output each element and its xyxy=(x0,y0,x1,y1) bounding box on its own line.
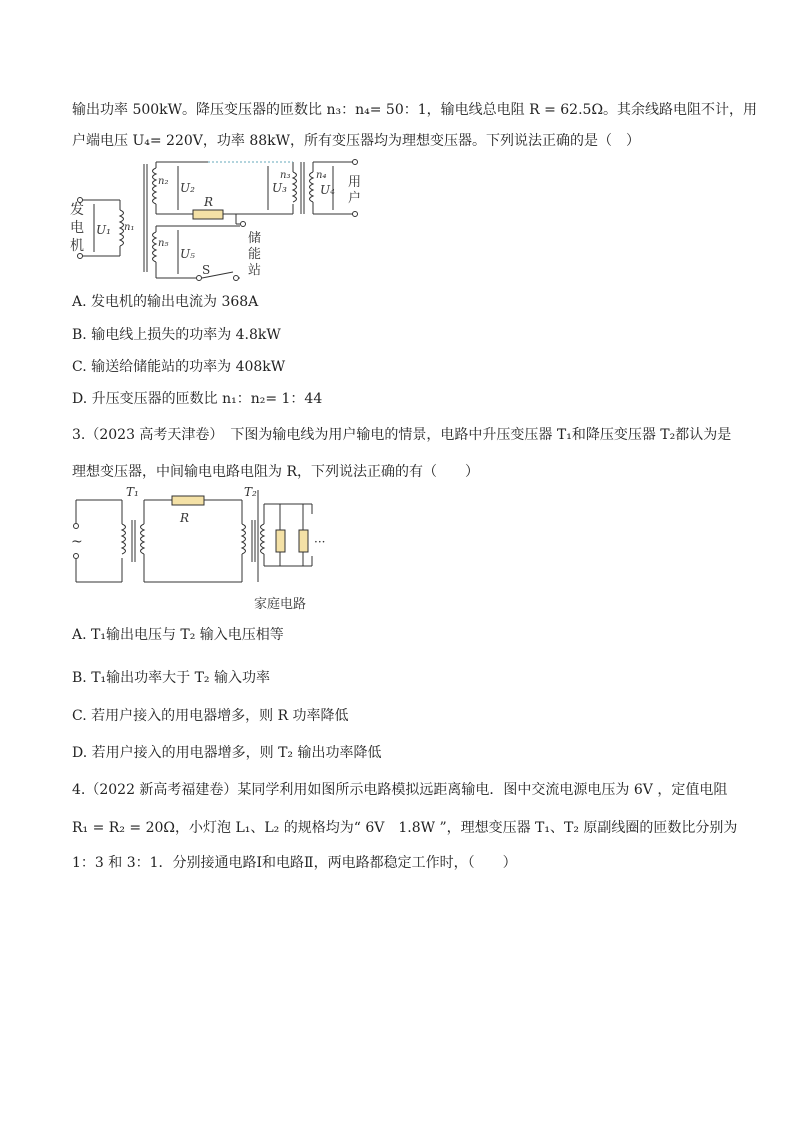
q2-text-line-2: 户端电压 U₄= 220V，功率 88kW，所有变压器均为理想变压器。下列说法正确的是（ ） xyxy=(72,133,641,149)
label-U2: U₂ xyxy=(180,181,195,195)
q3-option-d: D. 若用户接入的用电器增多，则 T₂ 输出功率降低 xyxy=(72,745,382,761)
user-label-1: 用 xyxy=(348,175,362,190)
q3-text-line-2: 理想变压器，中间输电电路电阻为 R，下列说法正确的有（ ） xyxy=(72,464,479,480)
label-n4: n₄ xyxy=(316,170,327,181)
q2-option-b: B. 输电线上损失的功率为 4.8kW xyxy=(72,327,281,343)
user-label-2: 户 xyxy=(348,191,362,206)
q2-option-a: A. 发电机的输出电流为 368A xyxy=(72,294,259,310)
q2-circuit-figure xyxy=(68,154,368,284)
q4-text-line-1: 4.（2022 新高考福建卷）某同学利用如图所示电路模拟远距离输电．图中交流电源电压为 6V ，定值电阻 xyxy=(72,782,728,798)
label-n5: n₅ xyxy=(158,238,169,249)
q2-option-c: C. 输送给储能站的功率为 408kW xyxy=(72,359,286,375)
q3-option-a: A. T₁输出电压与 T₂ 输入电压相等 xyxy=(72,627,284,643)
ac-source-symbol: ~ xyxy=(71,534,83,550)
q2-option-d: D. 升压变压器的匝数比 n₁：n₂= 1：44 xyxy=(72,391,323,407)
generator-label-2: 电 xyxy=(70,220,84,236)
q4-text-line-2: R₁ = R₂ = 20Ω，小灯泡 L₁、L₂ 的规格均为“ 6V 1.8W ”，理想变压器 T₁、T₂ 原副线圈的匝数比分别为 xyxy=(72,820,738,836)
label-U5: U₅ xyxy=(180,247,195,261)
q3-circuit-figure xyxy=(66,486,366,614)
q3-option-c: C. 若用户接入的用电器增多，则 R 功率降低 xyxy=(72,708,349,724)
storage-label-2: 能 xyxy=(248,247,262,262)
more-loads-dots: ··· xyxy=(314,535,326,549)
generator-label-3: 机 xyxy=(70,238,84,254)
q2-text-line-1: 输出功率 500kW。降压变压器的匝数比 n₃：n₄= 50：1，输电线总电阻 R = 62.5Ω。其余线路电阻不计，用 xyxy=(72,102,758,118)
home-circuit-label: 家庭电路 xyxy=(254,597,307,612)
label-T2: T₂ xyxy=(244,486,257,499)
q3-text-line-1: 3.（2023 高考天津卷） 下图为输电线为用户输电的情景，电路中升压变压器 T₁和降压变压器 T₂都认为是 xyxy=(72,427,732,443)
label-T1: T₁ xyxy=(126,486,139,499)
storage-label-3: 站 xyxy=(248,263,262,278)
label-n1: n₁ xyxy=(124,222,135,233)
generator-label-1: 发 xyxy=(70,202,84,218)
label-U3: U₃ xyxy=(272,181,287,195)
storage-label-1: 储 xyxy=(248,231,262,246)
label-R: R xyxy=(204,195,214,209)
label-R-q3: R xyxy=(180,511,190,525)
label-S: S xyxy=(202,263,211,277)
label-n2: n₂ xyxy=(158,176,169,187)
label-U1: U₁ xyxy=(96,223,111,237)
q4-text-line-3: 1：3 和 3：1．分别接通电路Ⅰ和电路Ⅱ，两电路都稳定工作时，（ ） xyxy=(72,855,517,871)
q3-option-b: B. T₁输出功率大于 T₂ 输入功率 xyxy=(72,670,270,686)
label-U4: U₄ xyxy=(320,183,335,197)
label-n3: n₃ xyxy=(280,170,291,181)
